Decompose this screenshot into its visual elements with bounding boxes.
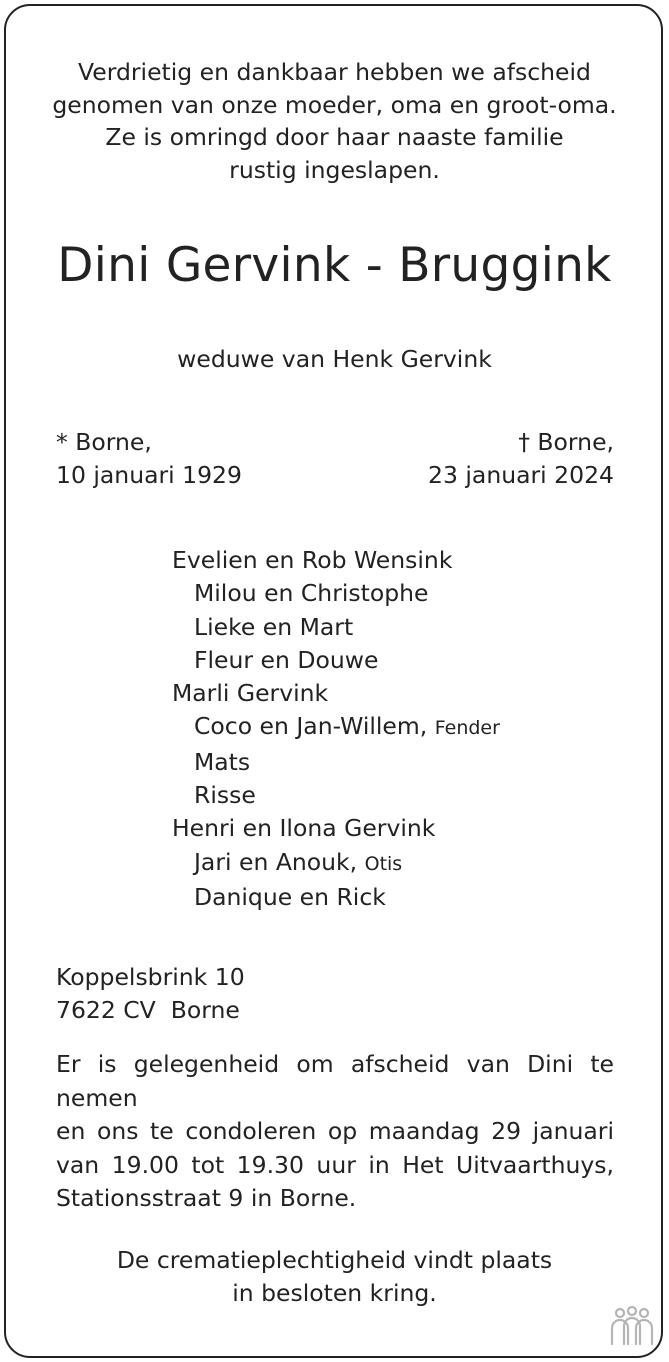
- family-member-name: Evelien en Rob Wensink: [172, 546, 453, 574]
- family-member: [172, 577, 500, 610]
- condolence-text: [56, 1048, 614, 1216]
- intro-line: rustig ingeslapen.: [229, 155, 440, 184]
- birth-place: * Borne,: [56, 428, 152, 456]
- condolence-line: van 19.00 tot 19.30 uur in Het Uitvaarthuys,: [56, 1150, 614, 1179]
- family-member: [172, 710, 500, 745]
- address-street: Koppelsbrink 10: [56, 963, 245, 991]
- family-member-name: Coco en Jan-Willem,: [194, 712, 428, 741]
- family-member-name: Milou en Christophe: [194, 579, 429, 608]
- intro-line: genomen van onze moeder, oma en groot-oma.: [52, 90, 617, 119]
- family-member: [172, 881, 500, 914]
- deceased-name: Dini Gervink - Bruggink: [57, 238, 612, 293]
- intro-line: Verdrietig en dankbaar hebben we afscheid: [78, 58, 591, 86]
- family-member: [172, 846, 500, 881]
- great-grandchild-name: Otis: [364, 852, 403, 875]
- birth-info: [56, 426, 242, 492]
- family-member: [172, 812, 500, 845]
- family-member: [172, 779, 500, 812]
- closing-text: [0, 1244, 669, 1310]
- condolence-line: Er is gelegenheid om afscheid van Dini te nemen: [56, 1050, 614, 1112]
- family-member-name: Fleur en Douwe: [194, 645, 379, 674]
- family-member-name: Mats: [194, 747, 251, 776]
- closing-line: De crematieplechtigheid vindt plaats: [116, 1246, 553, 1274]
- widow-of: weduwe van Henk Gervink: [177, 345, 492, 373]
- family-member-name: Henri en Ilona Gervink: [172, 814, 436, 843]
- family-member: [172, 644, 500, 677]
- family-member-name: Jari en Anouk,: [194, 847, 358, 876]
- family-member: [172, 611, 500, 644]
- intro-text: [0, 56, 669, 186]
- birth-date: 10 januari 1929: [56, 461, 242, 489]
- death-info: [428, 426, 614, 492]
- address: [56, 961, 245, 1027]
- family-member-name: Lieke en Mart: [194, 612, 354, 641]
- family-member-name: Danique en Rick: [194, 882, 386, 911]
- address-postal: 7622 CV Borne: [56, 996, 240, 1024]
- intro-line: Ze is omringd door haar naaste familie: [105, 123, 564, 151]
- people-logo-icon: [609, 1306, 655, 1346]
- death-date: 23 januari 2024: [428, 461, 614, 489]
- family-member-name: Marli Gervink: [172, 679, 329, 708]
- family-member: [172, 746, 500, 779]
- condolence-line: en ons te condoleren op maandag 29 januari: [56, 1117, 614, 1145]
- closing-line: in besloten kring.: [232, 1279, 437, 1307]
- family-member-name: Risse: [194, 781, 256, 810]
- family-list: [172, 544, 500, 914]
- great-grandchild-name: Fender: [434, 717, 500, 740]
- condolence-line: Stationsstraat 9 in Borne.: [56, 1184, 357, 1212]
- family-member: [172, 677, 500, 710]
- family-member: [172, 544, 500, 577]
- death-place: † Borne,: [518, 428, 614, 456]
